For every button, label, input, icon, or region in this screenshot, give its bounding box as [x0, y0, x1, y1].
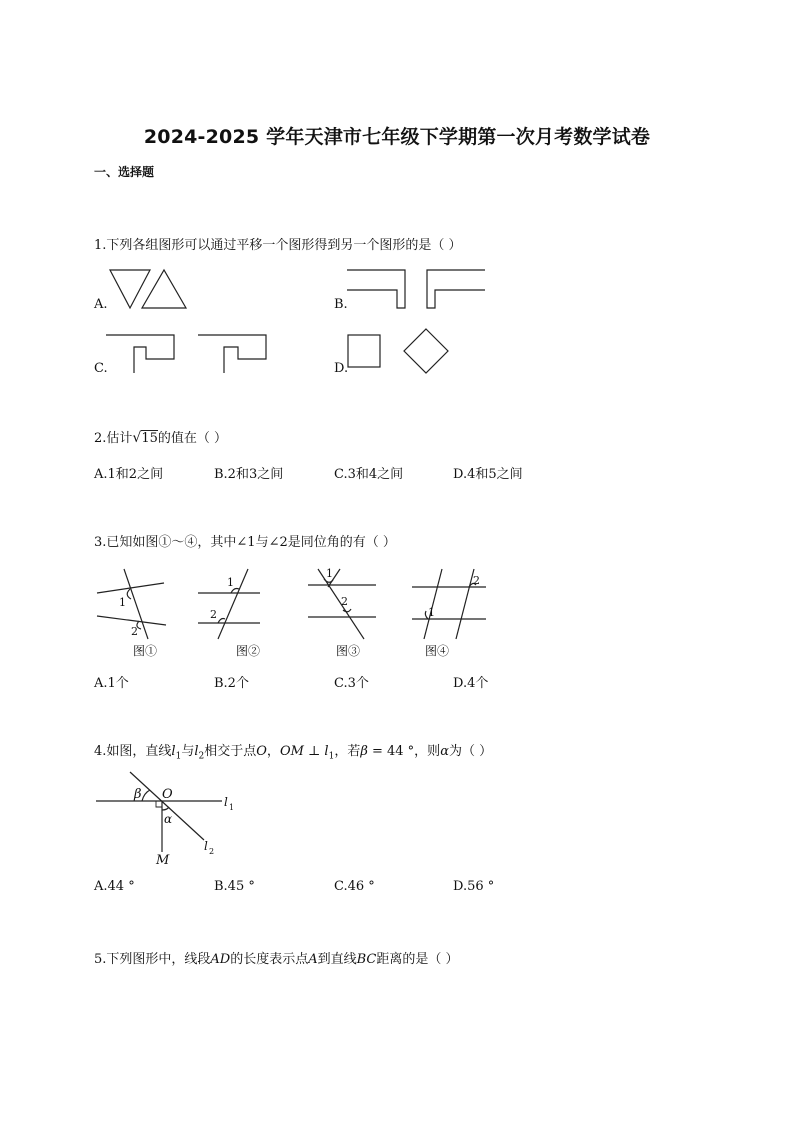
q4-figure: [94, 768, 244, 868]
q2-option-d: D.4和5之间: [453, 467, 523, 482]
q4-option-b: B.45 °: [214, 879, 255, 894]
question-4-stem: [94, 740, 492, 762]
q3-figure-1: [94, 565, 174, 640]
q1-option-d-figure: [346, 327, 452, 377]
q3-figure-3: [306, 565, 382, 640]
q1-option-b-figure: [345, 268, 489, 312]
q4-om: OM: [279, 744, 304, 759]
shape-c-right: [198, 335, 266, 373]
q3-figure-1-caption: 图①: [133, 644, 158, 658]
q4-l2-sub: 2: [198, 751, 205, 762]
q4-option-d: D.56 °: [453, 879, 495, 894]
section-heading: 一、选择题: [94, 165, 155, 179]
q3-option-d: D.4个: [453, 676, 489, 691]
q5-ad: AD: [210, 952, 231, 967]
q3-figure-3-caption: 图③: [336, 644, 361, 658]
q1-option-c-label: C.: [94, 361, 108, 376]
q3-option-c: C.3个: [334, 676, 369, 691]
q4-fig-l2-sub: 2: [209, 847, 215, 856]
diamond: [404, 329, 448, 373]
line-l2: [130, 772, 204, 840]
shape-c-left: [106, 335, 174, 373]
q2-option-a: A.1和2之间: [94, 467, 164, 482]
q3-figure-4-caption: 图④: [425, 644, 450, 658]
q1-option-a-figure: [108, 268, 190, 312]
q4-l1-b: l: [324, 744, 329, 759]
q4-text-d: ，: [266, 744, 280, 759]
q4-l1-b-sub: 1: [328, 751, 335, 762]
square: [348, 335, 380, 367]
q4-l2: l: [194, 744, 199, 759]
shape-b-left: [347, 270, 405, 308]
q5-text-d: 距离的是（ ）: [376, 952, 459, 967]
q3-figure-4: [410, 565, 490, 640]
q4-fig-o: O: [162, 787, 173, 802]
q4-l1-sub: 1: [175, 751, 182, 762]
q4-fig-alpha: α: [164, 812, 173, 826]
q2-option-b: B.2和3之间: [214, 467, 284, 482]
q4-text-f: = 44 °，则: [367, 744, 441, 759]
fig3-angle-2: 2: [341, 595, 348, 608]
q5-text-a: 5.下列图形中，线段: [94, 952, 211, 967]
q4-text-b: 与: [181, 744, 195, 759]
q4-text-e: ，若: [334, 744, 361, 759]
q4-fig-l2: l: [204, 839, 208, 853]
fig1-angle-1: 1: [119, 596, 126, 609]
q4-alpha: α: [440, 744, 449, 759]
triangle-up: [142, 270, 186, 308]
q5-text-c: 到直线: [317, 952, 357, 967]
q2-radicand: 15: [141, 431, 158, 446]
fig1-angle-2: 2: [131, 625, 138, 638]
fig3-angle-1: 1: [326, 567, 333, 580]
q5-bc: BC: [356, 952, 377, 967]
q4-text-g: 为（ ）: [448, 744, 493, 759]
q1-option-c-figure: [104, 333, 270, 377]
fig4-angle-2: 2: [473, 574, 480, 587]
question-1-stem: 1.下列各组图形可以通过平移一个图形得到另一个图形的是（ ）: [94, 238, 462, 253]
triangle-down: [110, 270, 150, 308]
q1-option-d-label: D.: [334, 361, 349, 376]
q3-option-b: B.2个: [214, 676, 249, 691]
q1-option-a-label: A.: [94, 297, 108, 312]
q4-fig-m: M: [156, 853, 170, 868]
q4-fig-beta: β: [134, 787, 142, 802]
question-2-stem: [94, 427, 227, 446]
q1-option-b-label: B.: [334, 297, 348, 312]
shape-b-right: [427, 270, 485, 308]
q4-beta: β: [360, 744, 368, 759]
q4-point-o: O: [256, 744, 267, 759]
fig4-angle-1: 1: [428, 606, 435, 619]
q4-option-a: A.44 °: [94, 879, 135, 894]
q4-fig-l1: l: [224, 795, 228, 809]
q3-figure-2: [196, 565, 266, 640]
q4-text-c: 相交于点: [204, 744, 257, 759]
fig2-angle-2: 2: [210, 608, 217, 621]
q5-a: A: [308, 952, 318, 967]
q2-stem-prefix: 2.估计: [94, 431, 133, 446]
q4-option-c: C.46 °: [334, 879, 375, 894]
q5-text-b: 的长度表示点: [230, 952, 309, 967]
q3-option-a: A.1个: [94, 676, 129, 691]
q4-perp: ⊥: [303, 744, 325, 759]
q3-figure-2-caption: 图②: [236, 644, 261, 658]
sqrt-sign: √: [132, 430, 142, 446]
q4-l1: l: [171, 744, 176, 759]
q4-fig-l1-sub: 1: [229, 803, 235, 812]
q2-option-c: C.3和4之间: [334, 467, 404, 482]
question-5-stem: [94, 948, 459, 967]
q4-text-a: 4.如图，直线: [94, 744, 172, 759]
q2-stem-suffix: 的值在（ ）: [157, 431, 228, 446]
page-title: 2024-2025 学年天津市七年级下学期第一次月考数学试卷: [143, 126, 651, 148]
question-3-stem: 3.已知如图①～④，其中∠1与∠2是同位角的有（ ）: [94, 535, 396, 550]
fig2-angle-1: 1: [227, 576, 234, 589]
